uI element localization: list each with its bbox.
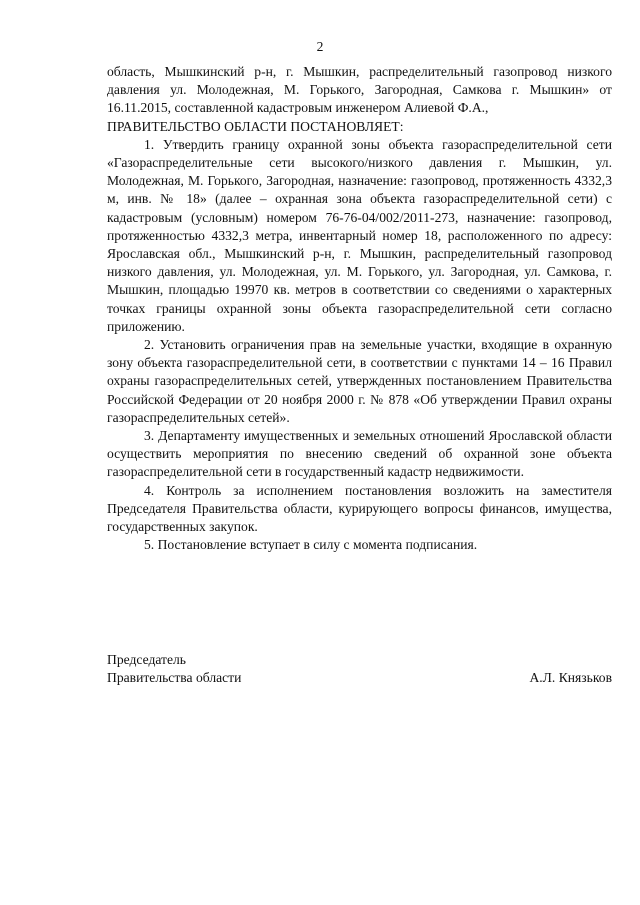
document-body [107, 63, 612, 554]
item-1: 1. Утвердить границу охранной зоны объекта газораспределительной сети «Газораспределительные сети высокого/низкого давления г. Мышкин, ул. Молодежная, М. Горького, Загородная, назначение: газопровод, протяженность 4332,3 м, инв. № 18» (далее – охранная зона объекта газораспределительной сети) с кадастровым (условным) номером 76-76-04/002/2011-273, назначение: газопровод, протяженностью 4332,3 метра, инвентарный номер 18, расположенного по адресу: Ярославская обл., Мышкинский р-н, г. Мышкин, распределительный газопровод низкого давления, ул. Молодежная, ул. М. Горького, ул. Загородная, ул. Самкова, г. Мышкин, площадью 19970 кв. метров в соответствии со сведениями о характерных точках границы охранной зоны объекта газораспределительной сети согласно приложению. [107, 136, 612, 334]
signature-block [107, 651, 612, 687]
signatory-position-line1: Председатель [107, 652, 186, 667]
page-number: 2 [316, 39, 324, 54]
item-4: 4. Контроль за исполнением постановления возложить на заместителя Председателя Правительства области, курирующего вопросы финансов, имущества, государственных закупок. [107, 482, 612, 535]
item-2: 2. Установить ограничения прав на земельные участки, входящие в охранную зону объекта газораспределительной сети, в соответствии с пунктами 14 – 16 Правил охраны газораспределительных сетей, утвержденных постановлением Правительства Российской Федерации от 20 ноября 2000 г. № 878 «Об утверждении Правил охраны газораспределительных сетей». [107, 337, 612, 425]
signatory-position-line2: Правительства области [107, 670, 242, 686]
intro-paragraph: область, Мышкинский р-н, г. Мышкин, распределительный газопровод низкого давления ул. Молодежная, М. Горького, Загородная, Самкова г. Мышкин» от 16.11.2015, составленной кадастровым инженером Алиевой Ф.А., [107, 64, 612, 116]
signature-row [107, 669, 612, 687]
signatory-name: А.Л. Князьков [529, 670, 612, 686]
item-5: 5. Постановление вступает в силу с момента подписания. [144, 537, 478, 553]
resolution-title: ПРАВИТЕЛЬСТВО ОБЛАСТИ ПОСТАНОВЛЯЕТ: [107, 118, 404, 134]
item-3: 3. Департаменту имущественных и земельных отношений Ярославской области осуществить мероприятия по внесению сведений об охранной зоне объекта газораспределительной сети в государственный кадастр недвижимости. [107, 428, 612, 480]
